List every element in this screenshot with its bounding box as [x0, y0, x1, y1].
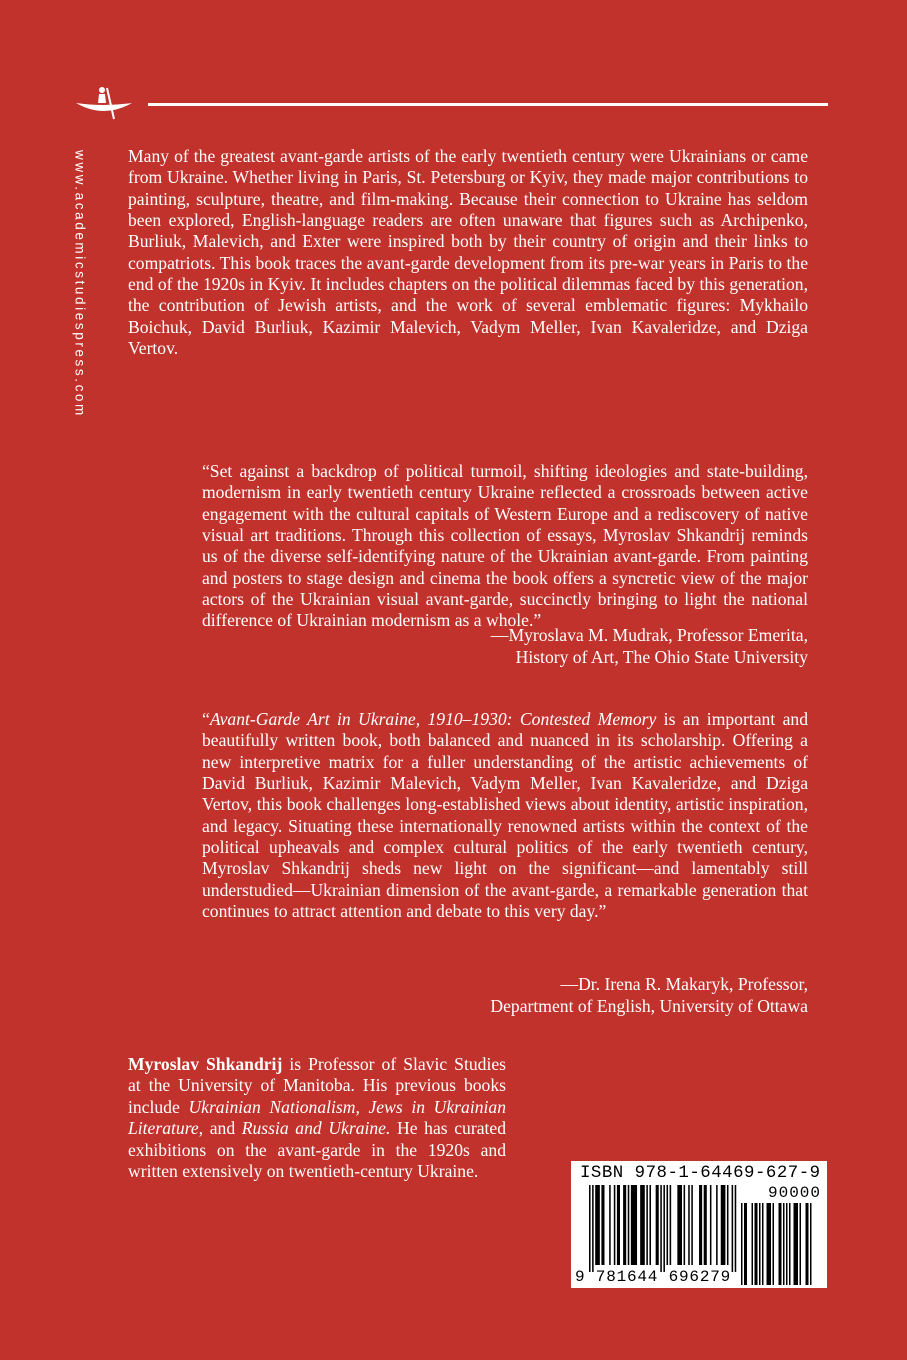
barcode-bar — [810, 1203, 812, 1285]
bio-text: is Professor of Slavic Studies at the University of Manitoba. His previous books include — [128, 1054, 506, 1117]
endorsement-author-2: —Dr. Irena R. Makaryk, Professor, — [560, 974, 808, 994]
bio-book-title: Ukrainian Nationalism, Jews in Ukrainian Literature — [128, 1096, 506, 1139]
barcode-bar — [670, 1185, 672, 1265]
bio-book-title: Russia and Ukraine. — [241, 1118, 391, 1139]
boat-figure-logo-icon — [74, 84, 134, 124]
barcode-bar — [617, 1185, 620, 1265]
barcode-bar — [614, 1185, 616, 1265]
barcode-bar — [773, 1203, 775, 1285]
barcode-bar — [649, 1185, 651, 1265]
barcode-bar — [710, 1185, 712, 1265]
endorsement-attribution-2 — [248, 974, 808, 1018]
barcode-bar — [684, 1185, 686, 1265]
barcode-bar — [759, 1203, 761, 1285]
barcode-bar — [789, 1203, 791, 1285]
author-name: Myroslav Shkandrij — [128, 1054, 283, 1074]
barcode-bar — [589, 1185, 591, 1272]
barcode-bar — [741, 1203, 743, 1285]
barcode-bar — [755, 1203, 758, 1285]
isbn-label: ISBN 978-1-64469-627-9 — [580, 1164, 821, 1183]
barcode-bar — [762, 1203, 764, 1285]
barcode-bar — [767, 1203, 772, 1285]
barcode-bar — [691, 1185, 693, 1265]
author-bio — [128, 1054, 506, 1182]
barcode-bar — [727, 1185, 729, 1265]
barcode-bar — [667, 1185, 669, 1265]
barcode-bar — [677, 1185, 682, 1265]
barcode-bar — [735, 1185, 737, 1272]
bio-text: He has curated exhibitions on the avant-garde in the 1920s and written extensively on twentieth-century Ukraine. — [128, 1118, 506, 1182]
barcode-bar — [800, 1203, 802, 1285]
bio-text: , and — [198, 1118, 242, 1139]
endorsement-author-1: —Myroslava M. Mudrak, Professor Emerita, — [490, 625, 808, 645]
barcode-bar — [595, 1185, 600, 1265]
barcode-bar — [646, 1185, 648, 1265]
top-rule — [148, 103, 828, 106]
quote-open-mark: “ — [202, 709, 210, 729]
barcode-bar — [609, 1185, 611, 1265]
price-code: 90000 — [767, 1184, 821, 1202]
publisher-website: www.academicstudiespress.com — [72, 150, 88, 418]
barcode-bar — [640, 1185, 645, 1265]
book-title-italic: Avant-Garde Art in Ukraine, 1910–1930: Contested Memory — [209, 709, 657, 729]
barcode-bar — [699, 1185, 702, 1265]
book-description: Many of the greatest avant-garde artists of the early twentieth century were Ukrainians or came from Ukraine. Whether living in Paris, St. Petersburg or Kyiv, they made major contributions to painting, sculpture, theatre, and film-making. Because their connection to Ukraine has seldom been explored, English-language readers are often unaware that figures such as Archipenko, Burliuk, Malevich, and Exter were inspired both by their country of origin and their links to compatriots. This book traces the avant-garde development from its pre-war years in Paris to the end of the 1920s in Kyiv. It includes chapters on the political dilemmas faced by this generation, the contribution of Jewish artists, and the work of several emblematic figures: Mykhailo Boichuk, David Burliuk, Kazimir Malevich, Vadym Meller, Ivan Kavaleridze, and Dziga Vertov. — [128, 146, 808, 359]
endorsement-quote-1: “Set against a backdrop of political turmoil, shifting ideologies and state-building, modernism in early twentieth century Ukraine reflected a crossroads between active engagement with the cultural capitals of Western Europe and a rediscovery of native visual art traditions. Through this collection of essays, Myroslav Shkandrij reminds us of the diverse self-identifying nature of the Ukrainian avant-garde. From painting and posters to stage design and cinema the book offers a syncretic view of the major actors of the Ukrainian visual avant-garde, succinctly bringing to light the national difference of Ukrainian modernism as a whole.” — [202, 461, 808, 631]
ean-digits: 9 781644 696279 — [575, 1268, 732, 1286]
barcode-bar — [704, 1185, 707, 1265]
barcode-bar — [631, 1185, 637, 1265]
isbn-barcode — [571, 1161, 827, 1288]
endorsement-affiliation-1: History of Art, The Ohio State University — [515, 646, 808, 667]
barcode-bar — [688, 1185, 690, 1265]
endorsement-affiliation-2: Department of English, University of Ottawa — [490, 995, 808, 1016]
barcode-bar — [628, 1185, 630, 1265]
endorsement-quote-2 — [202, 709, 808, 922]
barcode-bar — [752, 1203, 754, 1285]
barcode-bar — [744, 1203, 747, 1285]
barcode-bar — [779, 1203, 782, 1285]
barcode-bar — [806, 1203, 809, 1285]
barcode-bar — [660, 1185, 662, 1272]
barcode-bar — [721, 1185, 726, 1265]
barcode-bar — [794, 1203, 799, 1285]
barcode-bar — [592, 1185, 594, 1272]
barcode-bar — [623, 1185, 626, 1265]
quote-body: is an important and beautifully written book, both balanced and nuanced in its scholarship. Offering a new interpretive matrix for a fuller understanding of the artistic achievements of David Burliuk, Kazimir Malevich, Vadym Meller, Ivan Kavaleridze, and Dziga Vertov, this book challenges long-established views about identity, artistic inspiration, and legacy. Situating these internationally renowned artists within the context of the political upheavals and complex cultural politics of the early twentieth century, Myroslav Shkandrij sheds new light on the significant—and lamentably still understudied—Ukrainian dimension of the avant-garde, a remarkable generation that continues to attract attention and debate to this very day.” — [202, 709, 808, 922]
barcode-bar — [786, 1203, 788, 1285]
barcode-bar — [663, 1185, 665, 1272]
barcode-bar — [783, 1203, 785, 1285]
barcode-bar — [716, 1185, 718, 1265]
barcode-bar — [732, 1185, 734, 1272]
barcode-bar — [656, 1185, 659, 1265]
endorsement-attribution-1 — [248, 625, 808, 669]
barcode-bar — [601, 1185, 604, 1265]
